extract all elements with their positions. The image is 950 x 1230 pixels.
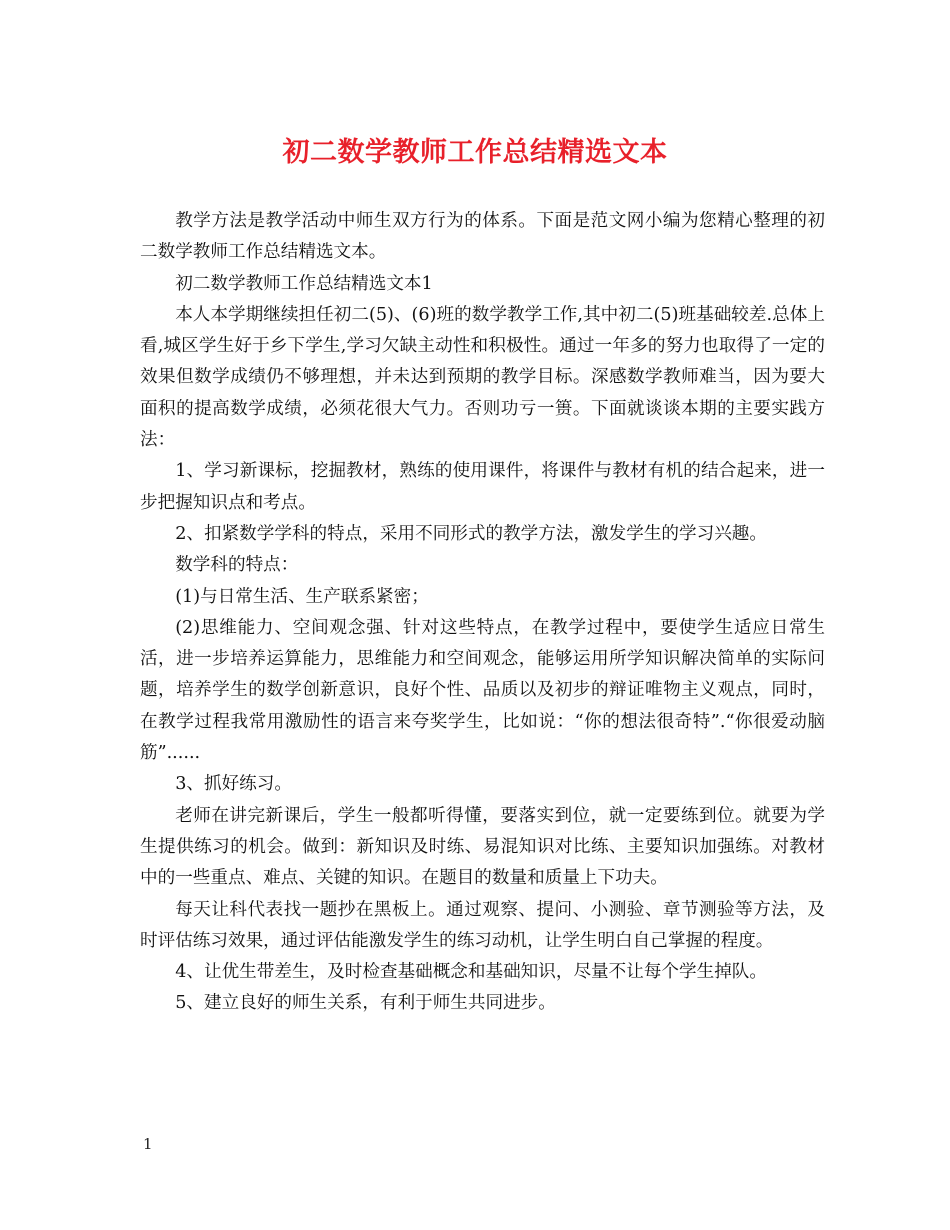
- paragraph-features-heading: 数学科的特点：: [175, 555, 299, 576]
- paragraph-daily: 每天让科代表找一题抄在黑板上。通过观察、提问、小测验、章节测验等方法，及时评估练习效果，通过评估能激发学生的练习动机，让学生明白自己掌握的程度。: [140, 899, 825, 951]
- paragraph-feature-1: (1)与日常生活、生产联系紧密；: [175, 586, 429, 607]
- paragraph-overview: 本人本学期继续担任初二(5)、(6)班的数学教学工作,其中初二(5)班基础较差.总体上看,城区学生好于乡下学生,学习欠缺主动性和积极性。通过一年多的努力也取得了一定的效果但数学成绩仍不够理想，并未达到预期的教学目标。深感数学教师难当，因为要大面积的提高数学成绩，必须花很大气力。否则功亏一篑。下面就谈谈本期的主要实践方法：: [140, 304, 825, 451]
- document-title: 初二数学教师工作总结精选文本: [282, 137, 668, 168]
- paragraph-practice: 老师在讲完新课后，学生一般都听得懂，要落实到位，就一定要练到位。就要为学生提供练习的机会。做到：新知识及时练、易混知识对比练、主要知识加强练。对教材中的一些重点、难点、关键的知识。在题目的数量和质量上下功夫。: [140, 805, 825, 889]
- paragraph-subheading: 初二数学教师工作总结精选文本1: [175, 273, 433, 294]
- paragraph-item-3: 3、抓好练习。: [175, 774, 292, 795]
- document-body: [140, 206, 825, 1020]
- paragraph-item-2: 2、扣紧数学学科的特点，采用不同形式的教学方法，激发学生的学习兴趣。: [175, 523, 767, 544]
- paragraph-item-5: 5、建立良好的师生关系，有利于师生共同进步。: [175, 993, 556, 1014]
- paragraph-item-4: 4、让优生带差生，及时检查基础概念和基础知识，尽量不让每个学生掉队。: [175, 962, 767, 983]
- paragraph-feature-2: (2)思维能力、空间观念强、针对这些特点，在教学过程中，要使学生适应日常生活，进一步培养运算能力，思维能力和空间观念，能够运用所学知识解决简单的实际问题，培养学生的数学创新意识，良好个性、品质以及初步的辩证唯物主义观点，同时，在教学过程我常用激励性的语言来夸奖学生，比如说：“你的想法很奇特”.“你很爱动脑筋”......: [140, 617, 825, 764]
- page-number: 1: [143, 1135, 153, 1153]
- paragraph-intro: 教学方法是教学活动中师生双方行为的体系。下面是范文网小编为您精心整理的初二数学教师工作总结精选文本。: [140, 211, 825, 263]
- paragraph-item-1: 1、学习新课标，挖掘教材，熟练的使用课件，将课件与教材有机的结合起来，进一步把握知识点和考点。: [140, 461, 825, 513]
